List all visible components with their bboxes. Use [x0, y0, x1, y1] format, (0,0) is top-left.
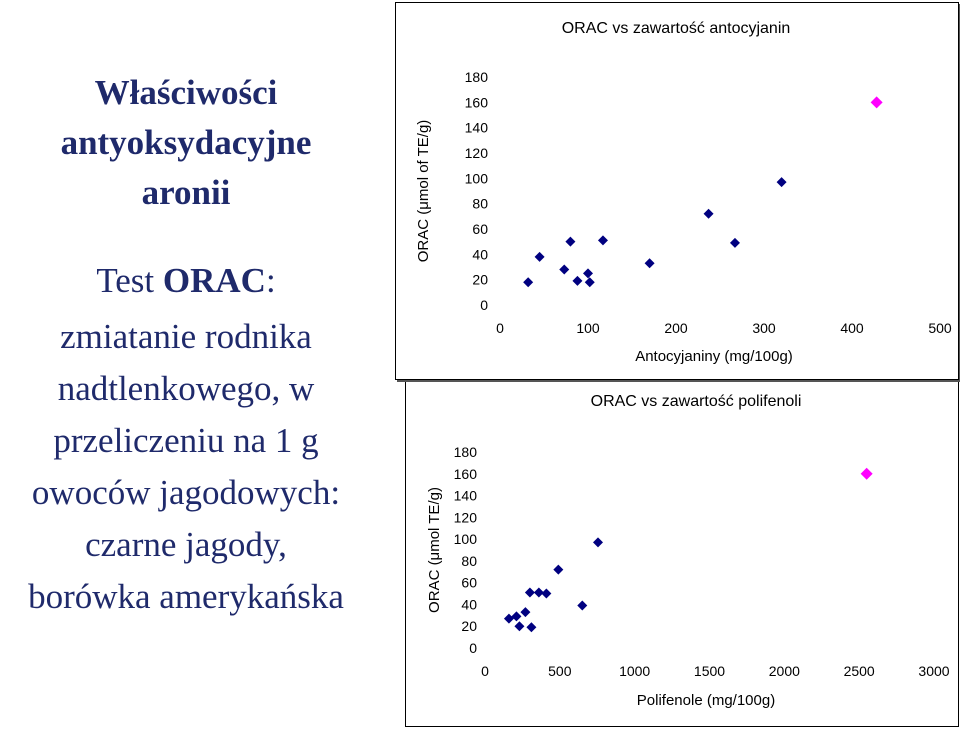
description-last-line: borówka amerykańska: [28, 577, 344, 616]
chart-bottom-data-point: [534, 587, 544, 597]
chart-top-ytick-label: 20: [472, 271, 488, 288]
chart-antocyjaniny: [395, 2, 959, 380]
chart-polifenole: [405, 374, 959, 727]
chart-top-ytick-label: 60: [472, 221, 488, 237]
heading-line-1: Właściwości: [94, 73, 278, 112]
chart-top-xtick-label: 100: [576, 320, 600, 336]
chart-bottom-xtick-label: 2000: [768, 663, 800, 679]
description-line-5: czarne jagody,: [85, 525, 287, 564]
chart-top-xtick-label: 400: [840, 320, 864, 336]
chart-bottom-data-point: [525, 587, 535, 597]
chart-bottom-ytick-label: 120: [453, 509, 477, 526]
chart-bottom-ytick-label: 40: [461, 596, 477, 613]
chart-bottom-xtick-label: 500: [548, 663, 572, 679]
chart-top-data-point: [777, 177, 787, 187]
chart-top-ytick-label: 100: [464, 170, 488, 187]
chart-top-data-point: [704, 209, 714, 219]
chart-top-ytick-label: 120: [464, 145, 488, 161]
chart-bottom-ytick-label: 180: [453, 444, 477, 460]
chart-bottom-data-point: [577, 601, 587, 611]
chart-bottom-ytick-label: 160: [453, 465, 477, 482]
chart-top-ytick-label: 160: [464, 94, 488, 111]
chart-top-data-point: [730, 238, 740, 248]
chart-top-xtick-label: 500: [928, 320, 952, 336]
chart-bottom-data-point: [541, 589, 551, 599]
chart-bottom-ytick-label: 20: [461, 618, 477, 635]
chart-top-ytick-label: 140: [464, 119, 488, 136]
chart-top-data-point: [572, 276, 582, 286]
chart-bottom-data-point: [511, 611, 521, 621]
test-strong: ORAC: [162, 261, 266, 300]
slide-heading: [0, 68, 372, 218]
chart-top-ytick-label: 180: [464, 69, 488, 85]
chart-bottom-ytick-label: 0: [469, 640, 477, 656]
chart-bottom-data-point: [593, 537, 603, 547]
test-prefix: Test: [96, 261, 163, 300]
chart-bottom-xtick-label: 2500: [843, 663, 875, 679]
chart-bottom-xtick-label: 1500: [693, 663, 726, 679]
description-line-1: zmiatanie rodnika: [60, 317, 312, 356]
chart-top-xtick-label: 0: [496, 320, 504, 336]
chart-bottom-data-point: [526, 622, 536, 632]
chart-top-xtick-label: 300: [752, 320, 776, 336]
chart-top-xtick-label: 200: [664, 320, 688, 336]
chart-top-data-point: [598, 235, 608, 245]
chart-bottom-ytick-label: 140: [453, 487, 477, 504]
chart-top-data-point: [583, 268, 593, 278]
chart-bottom-data-point: [514, 621, 524, 631]
chart-top-data-point: [535, 252, 545, 262]
chart-bottom-x-axis-label: Polifenole (mg/100g): [636, 692, 776, 709]
chart-top-ytick-label: 0: [480, 297, 488, 313]
chart-top-ytick-label: 40: [472, 246, 488, 263]
chart-top-data-point: [585, 277, 595, 287]
chart-bottom-xtick-label: 0: [481, 663, 489, 679]
description-line-2: nadtlenkowego, w: [57, 369, 315, 408]
chart-top-highlight-point: [871, 96, 883, 108]
chart-top-y-axis-label: ORAC (μmol of TE/g): [415, 119, 432, 263]
heading-line-2: antyoksydacyjne: [60, 123, 312, 162]
chart-bottom-xtick-label: 1000: [619, 663, 651, 679]
chart-top-data-point: [523, 277, 533, 287]
chart-bottom-data-point: [504, 614, 514, 624]
chart-bottom-ytick-label: 80: [461, 552, 477, 569]
chart-top-data-point: [645, 258, 655, 268]
chart-bottom-data-point: [553, 565, 563, 575]
chart-bottom-y-axis-label: ORAC (μmol TE/g): [426, 487, 443, 613]
chart-bottom-xtick-label: 3000: [918, 663, 950, 679]
chart-bottom-data-point: [520, 607, 530, 617]
description-line-4: owoców jagodowych:: [31, 473, 341, 512]
heading-line-3: aronii: [141, 173, 231, 212]
chart-bottom-highlight-point: [861, 468, 873, 480]
test-suffix: :: [265, 261, 276, 300]
chart-bottom-ytick-label: 60: [461, 574, 477, 591]
chart-top-data-point: [559, 265, 569, 275]
chart-antocyjaniny-svg: [396, 3, 958, 379]
chart-top-ytick-label: 80: [472, 195, 488, 212]
chart-top-title: ORAC vs zawartość antocyjanin: [561, 20, 791, 37]
description: [0, 311, 372, 571]
chart-top-x-axis-label: Antocyjaniny (mg/100g): [635, 348, 793, 365]
chart-bottom-ytick-label: 100: [453, 531, 477, 548]
test-line: [0, 261, 372, 301]
chart-top-data-point: [565, 237, 575, 247]
chart-polifenole-svg: [406, 374, 958, 726]
description-line-3: przeliczeniu na 1 g: [53, 421, 319, 460]
chart-bottom-title: ORAC vs zawartość polifenoli: [590, 393, 802, 410]
